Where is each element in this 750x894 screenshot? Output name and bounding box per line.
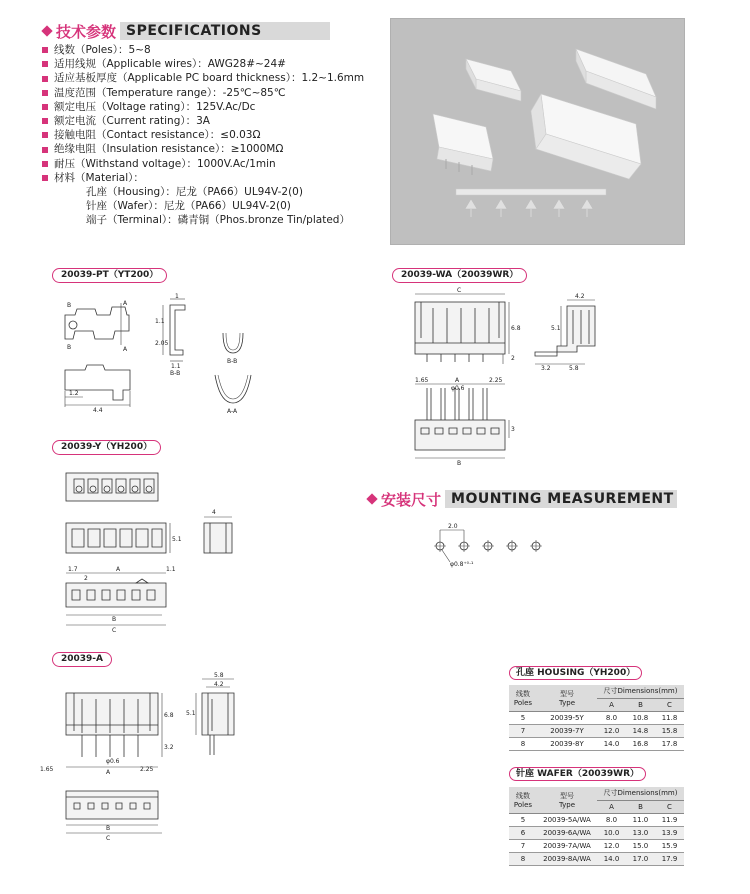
spec-item: 线数（Poles）：5~8 xyxy=(42,43,382,57)
a-label-c: C xyxy=(106,835,111,842)
table-row: 8 20039-8A/WA 14.0 17.0 17.9 xyxy=(509,852,684,865)
terminal-side-view xyxy=(65,365,130,407)
housing-side-view xyxy=(204,517,232,553)
col-c-head: C xyxy=(655,800,684,813)
a-label-a: A xyxy=(106,769,111,776)
terminal-top-view xyxy=(65,303,129,345)
housing-top-view xyxy=(66,473,158,501)
a-dim-5-1: 5.1 xyxy=(186,710,196,717)
vertical-wafer-drawing xyxy=(40,672,262,845)
mounting-hole-drawing xyxy=(428,522,568,572)
terminal-cross-section xyxy=(163,299,185,361)
type-head-en: Type xyxy=(558,800,576,809)
terminal-strip-image xyxy=(456,189,606,217)
connector-illustration xyxy=(391,19,686,246)
y-dim-1-7: 1.7 xyxy=(68,566,78,573)
vertical-wafer-front-view xyxy=(66,693,162,767)
mount-dim-2-0: 2.0 xyxy=(448,523,458,530)
wafer-small-image xyxy=(433,114,493,175)
square-bullet-icon xyxy=(42,90,48,96)
label-a-bottom: A xyxy=(123,346,128,353)
type-head-cn: 型号 xyxy=(560,791,574,800)
table-row: 8 20039-8Y 14.0 16.8 17.8 xyxy=(509,737,684,750)
a-dim-4-2: 4.2 xyxy=(214,681,224,688)
wafer-table xyxy=(509,787,684,866)
table-row: 5 20039-5Y 8.0 10.8 11.8 xyxy=(509,711,684,724)
wa-dim-2: 2 xyxy=(511,355,515,362)
col-b-head: B xyxy=(626,698,655,711)
label-a-a: A-A xyxy=(227,408,238,415)
wa-dim-4-2: 4.2 xyxy=(575,293,585,300)
vertical-wafer-top-view xyxy=(66,791,162,833)
col-a-head: A xyxy=(597,698,626,711)
type-head-cn: 型号 xyxy=(560,689,574,698)
housing-drawing xyxy=(62,465,262,640)
a-label-b: B xyxy=(106,825,111,832)
housing-small-image xyxy=(466,59,521,101)
poles-head-en: Poles xyxy=(513,698,533,707)
wa-dim-3-2: 3.2 xyxy=(541,365,551,372)
square-bullet-icon xyxy=(42,61,48,67)
type-head-en: Type xyxy=(558,698,576,707)
y-dim-1-1: 1.1 xyxy=(166,566,176,573)
part-label-wa: 20039-WA（20039WR） xyxy=(392,268,527,283)
table-row: 7 20039-7A/WA 12.0 15.0 15.9 xyxy=(509,839,684,852)
col-a-head: A xyxy=(597,800,626,813)
wafer-side-view xyxy=(535,300,595,364)
material-housing: 孔座（Housing）：尼龙（PA66）UL94V-2(0) xyxy=(86,186,303,199)
square-bullet-icon xyxy=(42,104,48,110)
wa-dim-5-1: 5.1 xyxy=(551,325,561,332)
material-wafer: 针座（Wafer）：尼龙（PA66）UL94V-2(0) xyxy=(86,200,291,213)
specifications-title-en: SPECIFICATIONS xyxy=(120,22,330,40)
vertical-wafer-side-view xyxy=(196,679,234,755)
y-dim-2: 2 xyxy=(84,575,88,582)
dim-1-1-side: 1.1 xyxy=(155,318,165,325)
diamond-bullet-icon xyxy=(366,493,377,504)
wa-label-a: A xyxy=(455,377,460,384)
dim-1-2: 1.2 xyxy=(69,390,79,397)
dim-1-1-bottom: 1.1 xyxy=(171,363,181,370)
diamond-bullet-icon xyxy=(41,25,52,36)
product-photo xyxy=(390,18,685,245)
housing-table xyxy=(509,685,684,751)
y-label-b: B xyxy=(112,616,117,623)
y-dim-5-1: 5.1 xyxy=(172,536,182,543)
dimensions-head: 尺寸Dimensions(mm) xyxy=(597,685,684,698)
table-header-row xyxy=(509,685,684,698)
part-label-pt: 20039-PT（YT200） xyxy=(52,268,167,283)
a-dim-2-25: 2.25 xyxy=(140,766,154,773)
mounting-header xyxy=(367,490,677,508)
material-terminal: 端子（Terminal）：磷青铜（Phos.bronze Tin/plated） xyxy=(86,214,350,227)
mounting-title-en: MOUNTING MEASUREMENT xyxy=(445,490,677,508)
wafer-large-image xyxy=(531,94,641,179)
wa-dim-2-25: 2.25 xyxy=(489,377,503,384)
spec-item: 接触电阻（Contact resistance）：≤0.03Ω xyxy=(42,128,382,142)
square-bullet-icon xyxy=(42,76,48,82)
y-dim-4: 4 xyxy=(212,509,216,516)
mount-dim-phi-0-8: φ0.8⁺⁰·¹ xyxy=(450,561,474,568)
wa-dim-3: 3 xyxy=(511,426,515,433)
spec-item: 适用线规（Applicable wires）：AWG28#~24# xyxy=(42,57,382,71)
wa-dim-6-8: 6.8 xyxy=(511,325,521,332)
spec-item: 额定电压（Voltage rating）：125V.Ac/Dc xyxy=(42,100,382,114)
housing-table-title: 孔座 HOUSING（YH200） xyxy=(509,666,642,680)
table-row: 6 20039-6A/WA 10.0 13.0 13.9 xyxy=(509,826,684,839)
spec-list xyxy=(42,43,382,228)
table-row: 5 20039-5A/WA 8.0 11.0 11.9 xyxy=(509,813,684,826)
a-dim-6-8: 6.8 xyxy=(164,712,174,719)
table-row: 7 20039-7Y 12.0 14.8 15.8 xyxy=(509,724,684,737)
spec-item: 材料（Material）： xyxy=(42,171,382,185)
a-dim-phi-0-6: φ0.6 xyxy=(106,758,120,765)
label-b-bottom: B xyxy=(67,344,72,351)
label-b-top: B xyxy=(67,302,72,309)
square-bullet-icon xyxy=(42,147,48,153)
wa-dim-1-65: 1.65 xyxy=(415,377,429,384)
specifications-title-cn: 技术参数 xyxy=(56,22,117,41)
a-dim-5-8: 5.8 xyxy=(214,672,224,679)
dim-2-05: 2.05 xyxy=(155,340,169,347)
wa-dim-phi-0-6: φ0.6 xyxy=(451,385,465,392)
table-header-row xyxy=(509,787,684,800)
a-dim-1-65: 1.65 xyxy=(40,766,54,773)
spec-item: 温度范围（Temperature range）：-25℃~85℃ xyxy=(42,86,382,100)
wafer-drawing xyxy=(405,288,625,468)
col-c-head: C xyxy=(655,698,684,711)
label-a-top: A xyxy=(123,300,128,307)
wafer-top-view xyxy=(415,384,509,458)
square-bullet-icon xyxy=(42,47,48,53)
wafer-table-title: 针座 WAFER（20039WR） xyxy=(509,767,646,781)
y-label-a: A xyxy=(116,566,121,573)
square-bullet-icon xyxy=(42,161,48,167)
housing-front-view xyxy=(66,523,170,553)
dimensions-head: 尺寸Dimensions(mm) xyxy=(597,787,684,800)
housing-large-image xyxy=(576,49,656,109)
spec-item: 绝缘电阻（Insulation resistance）：≥1000MΩ xyxy=(42,142,382,156)
y-label-c: C xyxy=(112,627,117,634)
square-bullet-icon xyxy=(42,175,48,181)
label-b-b-section: B-B xyxy=(170,370,181,377)
col-b-head: B xyxy=(626,800,655,813)
label-b-b: B-B xyxy=(227,358,238,365)
mounting-title-cn: 安装尺寸 xyxy=(381,490,442,509)
wafer-front-view xyxy=(415,294,509,364)
wa-label-c: C xyxy=(457,287,462,294)
spec-item: 额定电流（Current rating）：3A xyxy=(42,114,382,128)
wa-dim-5-8: 5.8 xyxy=(569,365,579,372)
part-label-y: 20039-Y（YH200） xyxy=(52,440,161,455)
square-bullet-icon xyxy=(42,118,48,124)
a-dim-3-2: 3.2 xyxy=(164,744,174,751)
specifications-header xyxy=(42,22,330,40)
spec-item: 适应基板厚度（Applicable PC board thickness）：1.2~1.6mm xyxy=(42,71,382,85)
wa-label-b: B xyxy=(457,460,462,467)
terminal-drawing xyxy=(55,295,315,435)
square-bullet-icon xyxy=(42,132,48,138)
dim-1: 1 xyxy=(175,293,179,300)
poles-head-cn: 线数 xyxy=(516,791,530,800)
spec-item: 耐压（Withstand voltage）：1000V.Ac/1min xyxy=(42,157,382,171)
dim-4-4: 4.4 xyxy=(93,407,103,414)
poles-head-en: Poles xyxy=(513,800,533,809)
part-label-a: 20039-A xyxy=(52,652,112,667)
poles-head-cn: 线数 xyxy=(516,689,530,698)
